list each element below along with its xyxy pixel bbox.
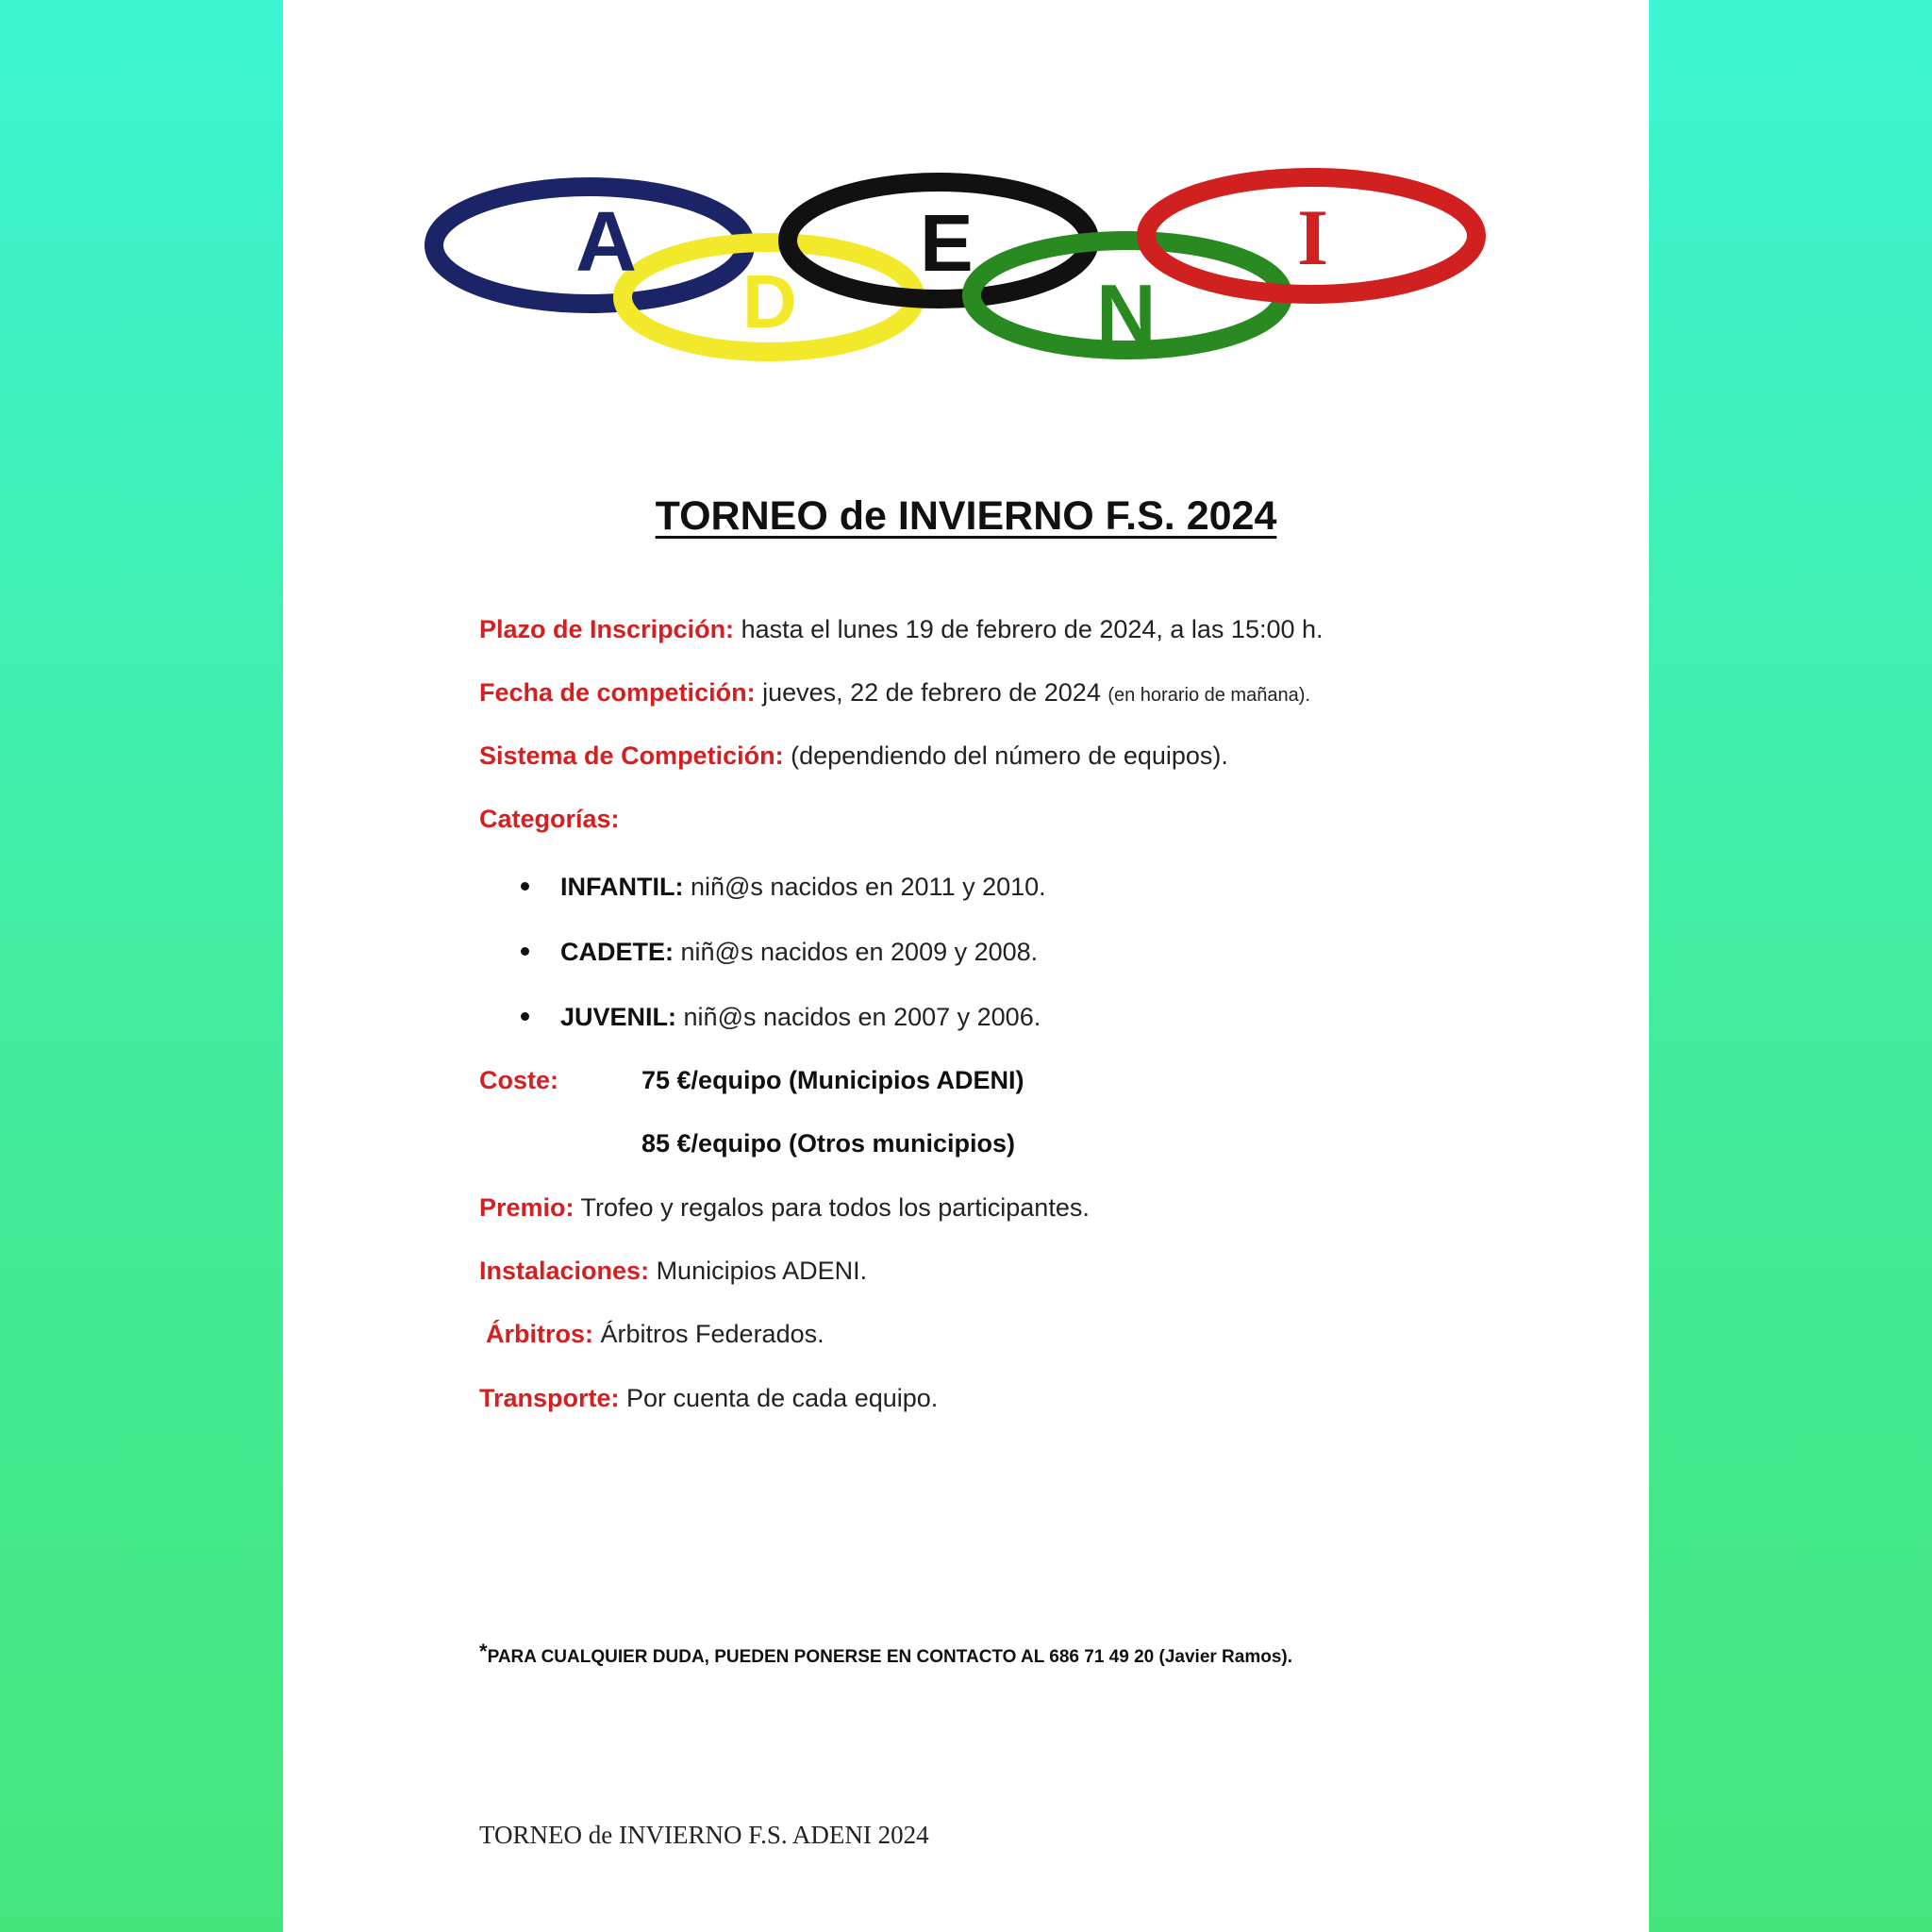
plazo-row — [479, 615, 1324, 644]
instalaciones-row — [479, 1257, 867, 1286]
fecha-label: Fecha de competición: — [479, 678, 756, 707]
transporte-row — [479, 1384, 938, 1413]
premio-text: Trofeo y regalos para todos los participantes. — [574, 1193, 1090, 1222]
transporte-text: Por cuenta de cada equipo. — [619, 1384, 939, 1412]
logo-letter-a: A — [575, 195, 637, 290]
list-item — [521, 1003, 1041, 1032]
bullet-dot — [521, 1012, 529, 1021]
sistema-text: (dependiendo del número de equipos). — [783, 741, 1228, 770]
logo-letter-i: I — [1297, 193, 1329, 282]
premio-label: Premio: — [479, 1193, 575, 1222]
fecha-row — [479, 678, 1310, 708]
category-name: INFANTIL: — [560, 873, 684, 901]
category-text: niñ@s nacidos en 2007 y 2006. — [676, 1003, 1041, 1031]
fecha-text: jueves, 22 de febrero de 2024 — [755, 678, 1108, 707]
arbitros-text: Árbitros Federados. — [593, 1320, 824, 1348]
category-name: CADETE: — [560, 938, 674, 966]
bullet-dot — [521, 882, 529, 891]
instalaciones-text: Municipios ADENI. — [649, 1257, 868, 1285]
transporte-label: Transporte: — [479, 1384, 620, 1412]
premio-row — [479, 1193, 1090, 1223]
adeni-logo — [425, 165, 1491, 382]
plazo-label: Plazo de Inscripción: — [479, 615, 735, 643]
category-text: niñ@s nacidos en 2011 y 2010. — [683, 873, 1046, 901]
list-item — [521, 938, 1038, 967]
categorias-label: Categorías: — [479, 805, 620, 833]
document-page — [283, 0, 1649, 1932]
logo-letter-d: D — [742, 259, 797, 343]
logo-letter-n: N — [1096, 267, 1157, 360]
category-text: niñ@s nacidos en 2009 y 2008. — [674, 938, 1039, 966]
coste-label: Coste: — [479, 1066, 559, 1094]
adeni-rings-logo — [425, 165, 1491, 382]
logo-letter-e: E — [920, 199, 974, 289]
contact-asterisk: * — [479, 1640, 488, 1663]
page-footer: TORNEO de INVIERNO F.S. ADENI 2024 — [479, 1821, 929, 1849]
plazo-text: hasta el lunes 19 de febrero de 2024, a las 15:00 h. — [734, 615, 1324, 643]
contact-note — [479, 1640, 1292, 1668]
coste-row — [479, 1066, 558, 1095]
bullet-dot — [521, 947, 529, 956]
coste-item: 75 €/equipo (Municipios ADENI) — [641, 1066, 1024, 1094]
fecha-note: (en horario de mañana). — [1108, 685, 1310, 706]
arbitros-label: Árbitros: — [486, 1320, 593, 1348]
list-item — [521, 873, 1046, 902]
arbitros-row — [486, 1320, 824, 1349]
coste-item: 85 €/equipo (Otros municipios) — [641, 1129, 1016, 1158]
sistema-label: Sistema de Competición: — [479, 741, 784, 770]
page-title — [283, 493, 1649, 540]
page-title-text: TORNEO de INVIERNO F.S. 2024 — [655, 493, 1277, 539]
category-name: JUVENIL: — [560, 1003, 677, 1031]
categorias-row — [479, 805, 620, 834]
contact-text: PARA CUALQUIER DUDA, PUEDEN PONERSE EN CONTACTO AL 686 71 49 20 (Javier Ramos). — [487, 1647, 1293, 1667]
sistema-row — [479, 741, 1228, 771]
instalaciones-label: Instalaciones: — [479, 1257, 650, 1285]
